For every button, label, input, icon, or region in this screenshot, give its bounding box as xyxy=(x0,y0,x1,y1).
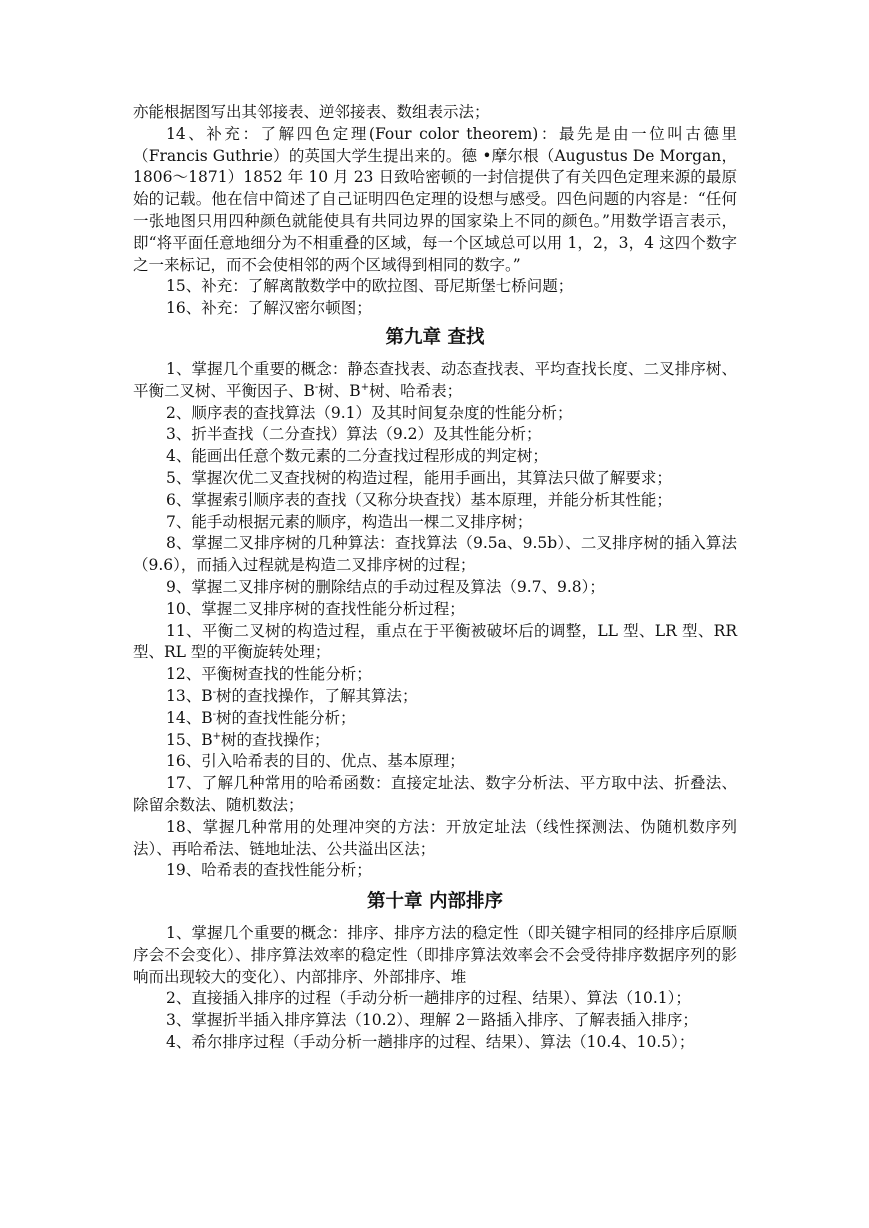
ch9-item-7: 7、能手动根据元素的顺序，构造出一棵二叉排序树； xyxy=(166,512,533,531)
ch8-item-14: 14、补充：了解四色定理(Four color theorem)：最先是由一位叫古德里（Francis Guthrie）的英国大学生提出来的。德 •摩尔根（Augustus De Morgan，1806～1871）1852 年 10 月 23 日致哈密顿的一封信提供了有关四色定理来源的最原始的记载。他在信中简述了自己证明四色定理的设想与感受。四色问题的内容是：“任何一张地图只用四种颜色就能使具有共同边界的国家染上不同的颜色。”用数学语言表示，即“将平面任意地细分为不相重叠的区域，每一个区域总可以用 1，2，3，4 这四个数字之一来标记，而不会使相邻的两个区域得到相同的数字。” xyxy=(133,124,737,274)
ch9-item-15-text-b: 树的查找操作； xyxy=(221,730,330,749)
ch9-item-13 xyxy=(133,686,737,708)
ch9-item-19: 19、哈希表的查找性能分析； xyxy=(166,861,372,880)
ch8-intro-paragraph: 亦能根据图写出其邻接表、逆邻接表、数组表示法； xyxy=(133,103,490,121)
ch8-item-16: 16、补充：了解汉密尔顿图； xyxy=(166,299,372,318)
ch9-item-8: 8、掌握二叉排序树的几种算法：查找算法（9.5a、9.5b）、二叉排序树的插入算法（9.6），而插入过程就是构造二叉排序树的过程； xyxy=(133,534,737,575)
ch9-item-17: 17、了解几种常用的哈希函数：直接定址法、数字分析法、平方取中法、折叠法、除留余数法、随机数法； xyxy=(133,774,737,814)
ch10-item-2: 2、直接插入排序的过程（手动分析一趟排序的过程、结果）、算法（10.1）； xyxy=(166,989,691,1008)
ch9-item-1-sup-plus: + xyxy=(360,381,370,393)
ch9-item-18: 18、掌握几种常用的处理冲突的方法：开放定址法（线性探测法、伪随机数序列法）、再哈希法、链地址法、公共溢出区法； xyxy=(133,817,737,858)
ch10-item-1: 1、掌握几个重要的概念：排序、排序方法的稳定性（即关键字相同的经排序后原顺序会不会变化）、排序算法效率的稳定性（即排序算法效率会不会受待排序数据序列的影响而出现较大的变化）、内部排序、外部排序、堆 xyxy=(133,924,737,986)
ch9-item-1-text-c: 树、哈希表； xyxy=(369,381,463,400)
ch9-item-1-text-b: 树、B xyxy=(318,381,361,400)
ch9-item-1-text-a: 1、掌握几个重要的概念：静态查找表、动态查找表、平均查找长度、二叉排序树、平衡二叉树、平衡因子、B xyxy=(133,359,737,400)
document-page xyxy=(133,102,737,1054)
ch9-item-4: 4、能画出任意个数元素的二分查找过程形成的判定树； xyxy=(166,447,548,466)
ch9-item-3: 3、折半查找（二分查找）算法（9.2）及其性能分析； xyxy=(166,425,542,444)
chapter-9-title: 第九章 查找 xyxy=(385,326,485,348)
ch9-item-13-text-b: 树的查找操作，了解其算法； xyxy=(216,686,418,705)
ch9-item-15-sup: + xyxy=(212,730,222,742)
ch9-item-14-text-b: 树的查找性能分析； xyxy=(216,708,356,727)
ch9-item-11: 11、平衡二叉树的构造过程，重点在于平衡被破坏后的调整，LL 型、LR 型、RR 型、RL 型的平衡旋转处理； xyxy=(133,621,737,662)
ch9-item-9: 9、掌握二叉排序树的删除结点的手动过程及算法（9.7、9.8）； xyxy=(166,577,605,596)
ch9-item-12: 12、平衡树查找的性能分析； xyxy=(166,665,372,684)
ch9-item-14-sup: - xyxy=(212,708,217,720)
ch9-item-2: 2、顺序表的查找算法（9.1）及其时间复杂度的性能分析； xyxy=(166,403,573,422)
ch8-item-15: 15、补充：了解离散数学中的欧拉图、哥尼斯堡七桥问题； xyxy=(166,277,574,296)
ch9-item-13-text-a: 13、B xyxy=(166,686,213,705)
ch9-item-1 xyxy=(133,359,737,403)
ch9-item-6: 6、掌握索引顺序表的查找（又称分块查找）基本原理，并能分析其性能； xyxy=(166,490,672,509)
ch9-item-16: 16、引入哈希表的目的、优点、基本原理； xyxy=(166,752,465,771)
ch9-item-5: 5、掌握次优二叉查找树的构造过程，能用手画出，其算法只做了解要求； xyxy=(166,468,672,487)
ch9-item-14-text-a: 14、B xyxy=(166,708,213,727)
ch10-item-4: 4、希尔排序过程（手动分析一趟排序的过程、结果）、算法（10.4、10.5）； xyxy=(166,1033,695,1052)
ch9-item-14 xyxy=(133,708,737,730)
ch9-item-1-sup-minus: - xyxy=(314,381,319,393)
ch10-item-3: 3、掌握折半插入排序算法（10.2）、理解 2－路插入排序、了解表插入排序； xyxy=(166,1011,698,1030)
ch9-item-10: 10、掌握二叉排序树的查找性能分析过程； xyxy=(166,599,465,618)
ch9-item-15-text-a: 15、B xyxy=(166,730,213,749)
ch9-item-13-sup: - xyxy=(212,686,217,698)
ch9-item-15 xyxy=(133,730,737,752)
chapter-10-title: 第十章 内部排序 xyxy=(367,891,503,913)
